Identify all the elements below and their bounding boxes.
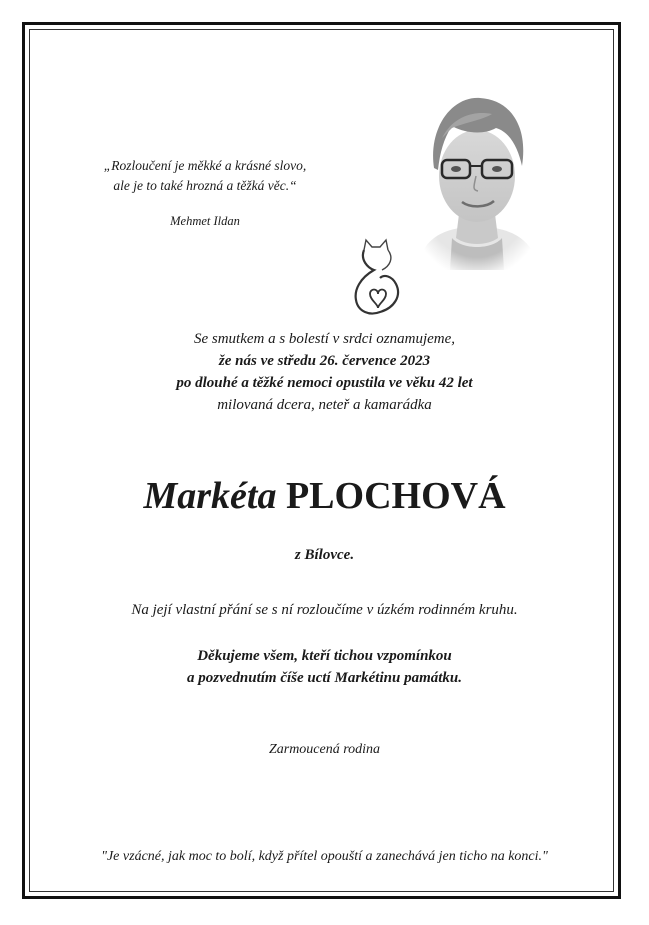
closing-quote: "Je vzácné, jak moc to bolí, když přítel opouští a zanechává jen ticho na konci." [101,849,548,864]
portrait-photo [412,88,542,270]
farewell-text: Na její vlastní přání se s ní rozloučíme v úzkém rodinném kruhu. [131,602,518,618]
deceased-last-name: PLOCHOVÁ [285,475,506,517]
thanks-line-2: a pozvednutím číše uctí Markétinu památku. [186,670,463,686]
signature: Zarmoucená rodina [268,742,381,757]
deceased-origin: z Bílovce. [294,547,355,563]
announcement-line-2: že nás ve středu 26. července 2023 [218,353,431,369]
motto-line-1: „Rozloučení je měkké a krásné slovo, [103,158,307,173]
announcement-line-4: milovaná dcera, neteř a kamarádka [217,397,432,413]
motto-author: Mehmet Ildan [170,214,240,228]
announcement-line-3: po dlouhé a těžké nemoci opustila ve věku 42 let [176,375,473,391]
cat-heart-ornament-icon [350,238,406,320]
motto-line-2: ale je to také hrozná a těžká věc.“ [113,178,297,193]
deceased-first-name: Markéta [143,475,277,517]
thanks-line-1: Děkujeme všem, kteří tichou vzpomínkou [197,648,452,664]
deceased-name [0,474,649,518]
announcement-line-1: Se smutkem a s bolestí v srdci oznamujeme, [193,331,456,347]
